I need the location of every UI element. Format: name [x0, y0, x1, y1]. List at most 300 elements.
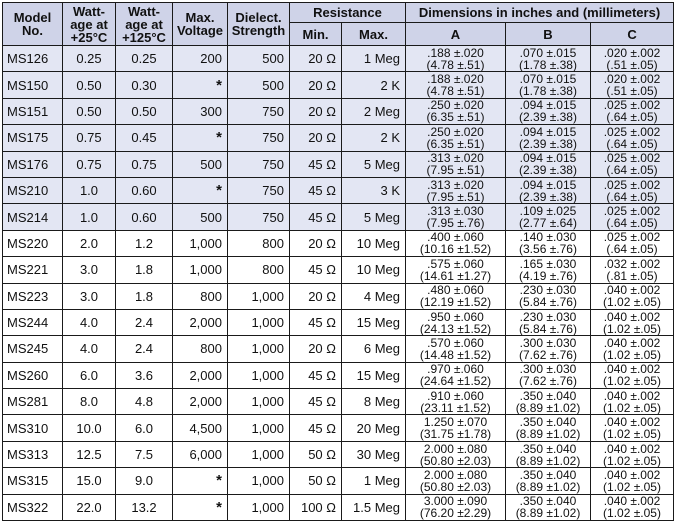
dimension-millimeters: (6.35 ±.51) — [426, 136, 485, 151]
dimension-millimeters: (2.39 ±.38) — [519, 163, 577, 178]
cell-wattage-125c: 13.2 — [116, 494, 173, 520]
cell-model: MS221 — [3, 257, 63, 283]
cell-resistance-max: 1 Meg — [342, 46, 406, 72]
dimension-inches: 1.250 ±.070 — [423, 415, 488, 430]
cell-dim-b — [506, 72, 591, 98]
cell-model: MS322 — [3, 494, 63, 520]
cell-resistance-max: 5 Meg — [342, 204, 406, 230]
cell-dielectric-strength: 1,000 — [228, 468, 290, 494]
cell-wattage-25c: 4.0 — [63, 309, 116, 335]
dimension-millimeters: (10.16 ±1.52) — [419, 242, 492, 257]
cell-resistance-max: 15 Meg — [342, 309, 406, 335]
dimension-millimeters: (1.02 ±.05) — [603, 506, 661, 521]
dimension-millimeters: (23.11 ±1.52) — [420, 400, 491, 415]
dimension-millimeters: (1.02 ±.05) — [603, 427, 661, 442]
header-dim-a: A — [406, 23, 506, 46]
cell-dielectric-strength: 1,000 — [228, 309, 290, 335]
dimension-inches: .025 ±.002 — [603, 151, 661, 166]
dimension-millimeters: (2.77 ±.64) — [519, 216, 577, 231]
cell-model: MS176 — [3, 151, 63, 177]
cell-dim-b — [506, 494, 591, 520]
cell-model: MS175 — [3, 125, 63, 151]
header-dim-c: C — [591, 23, 674, 46]
dimension-millimeters: (8.89 ±1.02) — [515, 400, 581, 415]
dimension-inches: .400 ±.060 — [427, 230, 484, 245]
cell-resistance-min: 20 Ω — [290, 98, 342, 124]
header-wattage-125c: Watt- age at +125°C — [116, 3, 173, 46]
cell-dim-b — [506, 46, 591, 72]
cell-model: MS126 — [3, 46, 63, 72]
cell-dim-a — [406, 72, 506, 98]
dimension-millimeters: (7.62 ±.76) — [519, 374, 577, 389]
dimension-inches: .140 ±.030 — [519, 230, 577, 245]
cell-dim-a — [406, 415, 506, 441]
dimension-inches: .350 ±.040 — [519, 388, 577, 403]
cell-resistance-max: 5 Meg — [342, 151, 406, 177]
cell-wattage-25c: 0.75 — [63, 151, 116, 177]
cell-resistance-max: 20 Meg — [342, 415, 406, 441]
cell-model: MS223 — [3, 283, 63, 309]
dimension-millimeters: (.64 ±.05) — [606, 136, 658, 151]
cell-wattage-25c: 15.0 — [63, 468, 116, 494]
dimension-inches: .970 ±.060 — [427, 362, 484, 377]
cell-wattage-125c: 0.30 — [116, 72, 173, 98]
cell-wattage-125c: 7.5 — [116, 441, 173, 467]
cell-max-voltage: 300 — [173, 98, 228, 124]
cell-dielectric-strength: 1,000 — [228, 389, 290, 415]
cell-resistance-min: 20 Ω — [290, 336, 342, 362]
cell-wattage-125c: 4.8 — [116, 389, 173, 415]
cell-resistance-max: 2 K — [342, 125, 406, 151]
cell-resistance-max: 2 Meg — [342, 98, 406, 124]
table-row — [3, 283, 674, 309]
cell-dielectric-strength: 750 — [228, 125, 290, 151]
dimension-millimeters: (2.39 ±.38) — [519, 136, 577, 151]
cell-wattage-25c: 0.50 — [63, 98, 116, 124]
dimension-millimeters: (.64 ±.05) — [606, 110, 658, 125]
dimension-inches: .300 ±.030 — [519, 335, 577, 350]
dimension-millimeters: (1.02 ±.05) — [603, 321, 661, 336]
dimension-millimeters: (50.80 ±2.03) — [419, 453, 492, 468]
dimension-inches: .040 ±.002 — [603, 388, 661, 403]
cell-resistance-min: 20 Ω — [290, 46, 342, 72]
cell-dielectric-strength: 500 — [228, 46, 290, 72]
table-row — [3, 494, 674, 520]
cell-wattage-25c: 10.0 — [63, 415, 116, 441]
cell-dim-c — [591, 415, 674, 441]
cell-wattage-125c: 1.2 — [116, 230, 173, 256]
table-row — [3, 362, 674, 388]
dimension-inches: 2.000 ±.080 — [423, 467, 488, 482]
cell-resistance-min: 45 Ω — [290, 151, 342, 177]
dimension-inches: .025 ±.002 — [603, 98, 661, 113]
table-row — [3, 204, 674, 230]
cell-wattage-125c: 3.6 — [116, 362, 173, 388]
cell-dim-b — [506, 98, 591, 124]
dimension-inches: .094 ±.015 — [519, 177, 577, 192]
dimension-inches: .230 ±.030 — [519, 283, 577, 298]
cell-dim-a — [406, 98, 506, 124]
cell-dim-c — [591, 468, 674, 494]
cell-dim-c — [591, 230, 674, 256]
cell-wattage-125c: 0.25 — [116, 46, 173, 72]
dimension-inches: 3.000 ±.090 — [423, 494, 488, 509]
dimension-millimeters: (7.95 ±.76) — [426, 216, 485, 231]
dimension-inches: .950 ±.060 — [427, 309, 484, 324]
cell-resistance-min: 20 Ω — [290, 72, 342, 98]
cell-resistance-max: 4 Meg — [342, 283, 406, 309]
cell-max-voltage: 1,000 — [173, 230, 228, 256]
dimension-inches: .040 ±.002 — [603, 309, 661, 324]
cell-dim-c — [591, 46, 674, 72]
cell-max-voltage: * — [173, 125, 228, 151]
dimension-millimeters: (24.13 ±1.52) — [419, 321, 492, 336]
cell-wattage-125c: 6.0 — [116, 415, 173, 441]
dimension-inches: .040 ±.002 — [603, 283, 661, 298]
resistor-spec-table — [2, 2, 674, 521]
cell-max-voltage: 800 — [173, 336, 228, 362]
cell-dielectric-strength: 1,000 — [228, 415, 290, 441]
dimension-inches: .313 ±.020 — [427, 177, 484, 192]
cell-model: MS310 — [3, 415, 63, 441]
header-dimensions: Dimensions in inches and (millimeters) — [406, 3, 674, 23]
dimension-millimeters: (5.84 ±.76) — [519, 321, 577, 336]
cell-max-voltage: 500 — [173, 151, 228, 177]
dimension-inches: .188 ±.020 — [427, 45, 484, 60]
cell-dim-b — [506, 389, 591, 415]
cell-dim-a — [406, 283, 506, 309]
cell-max-voltage: 200 — [173, 46, 228, 72]
cell-wattage-125c: 2.4 — [116, 309, 173, 335]
dimension-millimeters: (.64 ±.05) — [606, 163, 658, 178]
dimension-inches: .025 ±.002 — [603, 204, 661, 219]
dimension-millimeters: (.64 ±.05) — [606, 242, 658, 257]
cell-wattage-25c: 3.0 — [63, 283, 116, 309]
cell-wattage-25c: 6.0 — [63, 362, 116, 388]
dimension-inches: .350 ±.040 — [519, 494, 577, 509]
cell-wattage-25c: 1.0 — [63, 204, 116, 230]
cell-dim-c — [591, 98, 674, 124]
dimension-inches: .480 ±.060 — [427, 283, 484, 298]
dimension-millimeters: (8.89 ±1.02) — [515, 506, 581, 521]
dimension-millimeters: (1.02 ±.05) — [603, 400, 661, 415]
cell-resistance-min: 100 Ω — [290, 494, 342, 520]
cell-model: MS281 — [3, 389, 63, 415]
dimension-inches: .575 ±.060 — [427, 256, 484, 271]
dimension-millimeters: (1.02 ±.05) — [603, 295, 661, 310]
cell-resistance-min: 45 Ω — [290, 204, 342, 230]
dimension-inches: .250 ±.020 — [427, 98, 484, 113]
dimension-inches: .350 ±.040 — [519, 441, 577, 456]
dimension-millimeters: (8.89 ±1.02) — [515, 427, 581, 442]
cell-dim-c — [591, 125, 674, 151]
dimension-inches: .040 ±.002 — [603, 467, 661, 482]
cell-dim-b — [506, 230, 591, 256]
table-row — [3, 125, 674, 151]
cell-resistance-max: 1 Meg — [342, 468, 406, 494]
cell-max-voltage: 800 — [173, 283, 228, 309]
cell-dim-a — [406, 309, 506, 335]
table-row — [3, 415, 674, 441]
header-dim-b: B — [506, 23, 591, 46]
dimension-millimeters: (7.95 ±.51) — [426, 189, 485, 204]
dimension-millimeters: (1.02 ±.05) — [603, 347, 661, 362]
header-wattage-25c: Watt- age at +25°C — [63, 3, 116, 46]
dimension-millimeters: (.51 ±.05) — [606, 84, 658, 99]
table-row — [3, 98, 674, 124]
dimension-millimeters: (.64 ±.05) — [606, 216, 658, 231]
table-header — [3, 3, 674, 46]
cell-resistance-max: 1.5 Meg — [342, 494, 406, 520]
cell-max-voltage: * — [173, 177, 228, 203]
cell-dim-c — [591, 362, 674, 388]
dimension-millimeters: (6.35 ±.51) — [426, 110, 485, 125]
dimension-millimeters: (12.19 ±1.52) — [419, 295, 492, 310]
cell-model: MS315 — [3, 468, 63, 494]
cell-resistance-max: 2 K — [342, 72, 406, 98]
cell-dielectric-strength: 1,000 — [228, 283, 290, 309]
cell-resistance-min: 45 Ω — [290, 389, 342, 415]
cell-model: MS313 — [3, 441, 63, 467]
table-row — [3, 336, 674, 362]
cell-resistance-max: 3 K — [342, 177, 406, 203]
dimension-millimeters: (4.78 ±.51) — [426, 84, 485, 99]
dimension-millimeters: (.51 ±.05) — [606, 57, 658, 72]
cell-dim-a — [406, 177, 506, 203]
dimension-inches: .313 ±.030 — [427, 204, 484, 219]
cell-max-voltage: 2,000 — [173, 362, 228, 388]
cell-resistance-min: 20 Ω — [290, 125, 342, 151]
dimension-millimeters: (7.95 ±.51) — [426, 163, 485, 178]
cell-dielectric-strength: 500 — [228, 72, 290, 98]
cell-max-voltage: * — [173, 494, 228, 520]
dimension-inches: .032 ±.002 — [603, 256, 661, 271]
cell-max-voltage: 6,000 — [173, 441, 228, 467]
cell-dim-a — [406, 389, 506, 415]
cell-dielectric-strength: 1,000 — [228, 362, 290, 388]
table-body — [3, 46, 674, 521]
cell-dielectric-strength: 750 — [228, 204, 290, 230]
cell-wattage-125c: 1.8 — [116, 283, 173, 309]
cell-dielectric-strength: 800 — [228, 257, 290, 283]
dimension-inches: .165 ±.030 — [519, 256, 577, 271]
table-row — [3, 389, 674, 415]
header-resistance-min: Min. — [290, 23, 342, 46]
cell-wattage-25c: 8.0 — [63, 389, 116, 415]
dimension-millimeters: (4.78 ±.51) — [426, 57, 485, 72]
cell-wattage-125c: 2.4 — [116, 336, 173, 362]
cell-dim-a — [406, 362, 506, 388]
cell-model: MS214 — [3, 204, 63, 230]
dimension-millimeters: (2.39 ±.38) — [519, 110, 577, 125]
cell-resistance-min: 45 Ω — [290, 177, 342, 203]
cell-max-voltage: 500 — [173, 204, 228, 230]
dimension-inches: .094 ±.015 — [519, 151, 577, 166]
cell-dim-b — [506, 309, 591, 335]
cell-dim-c — [591, 389, 674, 415]
cell-resistance-min: 45 Ω — [290, 309, 342, 335]
dimension-inches: .040 ±.002 — [603, 441, 661, 456]
dimension-inches: .300 ±.030 — [519, 362, 577, 377]
cell-dim-a — [406, 257, 506, 283]
cell-wattage-25c: 4.0 — [63, 336, 116, 362]
cell-resistance-max: 6 Meg — [342, 336, 406, 362]
cell-dim-b — [506, 204, 591, 230]
table-row — [3, 257, 674, 283]
cell-dielectric-strength: 1,000 — [228, 336, 290, 362]
cell-dim-b — [506, 362, 591, 388]
cell-dim-c — [591, 494, 674, 520]
cell-dim-c — [591, 204, 674, 230]
dimension-inches: .040 ±.002 — [603, 335, 661, 350]
cell-max-voltage: * — [173, 468, 228, 494]
dimension-millimeters: (31.75 ±1.78) — [419, 427, 492, 442]
dimension-millimeters: (.81 ±.05) — [606, 268, 658, 283]
cell-dim-b — [506, 283, 591, 309]
cell-max-voltage: 1,000 — [173, 257, 228, 283]
dimension-millimeters: (.64 ±.05) — [606, 189, 658, 204]
dimension-inches: .070 ±.015 — [519, 72, 577, 87]
cell-dim-a — [406, 336, 506, 362]
dimension-inches: 2.000 ±.080 — [423, 441, 488, 456]
cell-dim-b — [506, 336, 591, 362]
cell-wattage-125c: 0.75 — [116, 151, 173, 177]
dimension-millimeters: (1.02 ±.05) — [603, 453, 661, 468]
cell-dim-b — [506, 441, 591, 467]
dimension-inches: .350 ±.040 — [519, 415, 577, 430]
cell-wattage-125c: 9.0 — [116, 468, 173, 494]
cell-dim-a — [406, 441, 506, 467]
dimension-millimeters: (76.20 ±2.29) — [419, 506, 492, 521]
cell-wattage-125c: 0.50 — [116, 98, 173, 124]
cell-dielectric-strength: 1,000 — [228, 494, 290, 520]
cell-resistance-min: 20 Ω — [290, 230, 342, 256]
dimension-millimeters: (4.19 ±.76) — [519, 268, 577, 283]
cell-resistance-max: 30 Meg — [342, 441, 406, 467]
cell-wattage-125c: 0.45 — [116, 125, 173, 151]
cell-dim-a — [406, 204, 506, 230]
cell-dim-c — [591, 309, 674, 335]
cell-dim-a — [406, 230, 506, 256]
cell-dim-c — [591, 72, 674, 98]
cell-resistance-max: 8 Meg — [342, 389, 406, 415]
cell-wattage-125c: 0.60 — [116, 177, 173, 203]
cell-model: MS260 — [3, 362, 63, 388]
cell-model: MS151 — [3, 98, 63, 124]
cell-dim-b — [506, 125, 591, 151]
dimension-inches: .094 ±.015 — [519, 98, 577, 113]
cell-dim-c — [591, 283, 674, 309]
cell-resistance-min: 45 Ω — [290, 362, 342, 388]
cell-wattage-25c: 1.0 — [63, 177, 116, 203]
dimension-inches: .025 ±.002 — [603, 177, 661, 192]
dimension-millimeters: (8.89 ±1.02) — [515, 479, 581, 494]
dimension-inches: .025 ±.002 — [603, 230, 661, 245]
table-row — [3, 151, 674, 177]
cell-wattage-25c: 0.25 — [63, 46, 116, 72]
dimension-millimeters: (5.84 ±.76) — [519, 295, 577, 310]
table-row — [3, 230, 674, 256]
cell-dim-c — [591, 336, 674, 362]
dimension-millimeters: (1.02 ±.05) — [603, 479, 661, 494]
cell-resistance-min: 50 Ω — [290, 441, 342, 467]
cell-model: MS245 — [3, 336, 63, 362]
cell-wattage-125c: 1.8 — [116, 257, 173, 283]
dimension-millimeters: (50.80 ±2.03) — [419, 479, 492, 494]
cell-dim-b — [506, 468, 591, 494]
cell-model: MS210 — [3, 177, 63, 203]
dimension-millimeters: (1.02 ±.05) — [603, 374, 661, 389]
cell-model: MS150 — [3, 72, 63, 98]
cell-max-voltage: * — [173, 72, 228, 98]
dimension-millimeters: (1.78 ±.38) — [519, 57, 577, 72]
cell-max-voltage: 2,000 — [173, 389, 228, 415]
cell-dim-b — [506, 257, 591, 283]
cell-wattage-25c: 3.0 — [63, 257, 116, 283]
dimension-inches: .020 ±.002 — [603, 72, 661, 87]
dimension-millimeters: (14.61 ±1.27) — [419, 268, 492, 283]
cell-dielectric-strength: 750 — [228, 151, 290, 177]
cell-wattage-25c: 2.0 — [63, 230, 116, 256]
cell-resistance-max: 15 Meg — [342, 362, 406, 388]
cell-resistance-min: 45 Ω — [290, 415, 342, 441]
header-model: Model No. — [3, 3, 63, 46]
cell-model: MS244 — [3, 309, 63, 335]
dimension-millimeters: (1.78 ±.38) — [519, 84, 577, 99]
cell-dim-c — [591, 257, 674, 283]
dimension-inches: .313 ±.020 — [427, 151, 484, 166]
cell-dim-a — [406, 151, 506, 177]
dimension-inches: .094 ±.015 — [519, 124, 577, 139]
dimension-inches: .070 ±.015 — [519, 45, 577, 60]
dimension-inches: .020 ±.002 — [603, 45, 661, 60]
dimension-inches: .230 ±.030 — [519, 309, 577, 324]
cell-wattage-25c: 0.75 — [63, 125, 116, 151]
cell-dim-c — [591, 151, 674, 177]
header-resistance-max: Max. — [342, 23, 406, 46]
table-row — [3, 309, 674, 335]
cell-dim-a — [406, 125, 506, 151]
dimension-millimeters: (14.48 ±1.52) — [419, 347, 492, 362]
cell-dielectric-strength: 750 — [228, 177, 290, 203]
dimension-inches: .040 ±.002 — [603, 494, 661, 509]
cell-dim-b — [506, 177, 591, 203]
dimension-millimeters: (7.62 ±.76) — [519, 347, 577, 362]
table-row — [3, 177, 674, 203]
cell-dim-b — [506, 151, 591, 177]
cell-resistance-min: 50 Ω — [290, 468, 342, 494]
dimension-millimeters: (2.39 ±.38) — [519, 189, 577, 204]
cell-dielectric-strength: 800 — [228, 230, 290, 256]
cell-resistance-min: 20 Ω — [290, 283, 342, 309]
dimension-inches: .570 ±.060 — [427, 335, 484, 350]
table-row — [3, 468, 674, 494]
dimension-inches: .109 ±.025 — [519, 204, 577, 219]
cell-dielectric-strength: 1,000 — [228, 441, 290, 467]
cell-dim-a — [406, 468, 506, 494]
dimension-inches: .025 ±.002 — [603, 124, 661, 139]
dimension-millimeters: (3.56 ±.76) — [519, 242, 577, 257]
dimension-inches: .040 ±.002 — [603, 362, 661, 377]
dimension-inches: .188 ±.020 — [427, 72, 484, 87]
cell-wattage-25c: 22.0 — [63, 494, 116, 520]
cell-dim-a — [406, 46, 506, 72]
table-row — [3, 441, 674, 467]
cell-wattage-25c: 0.50 — [63, 72, 116, 98]
cell-dim-a — [406, 494, 506, 520]
dimension-inches: .040 ±.002 — [603, 415, 661, 430]
dimension-inches: .250 ±.020 — [427, 124, 484, 139]
